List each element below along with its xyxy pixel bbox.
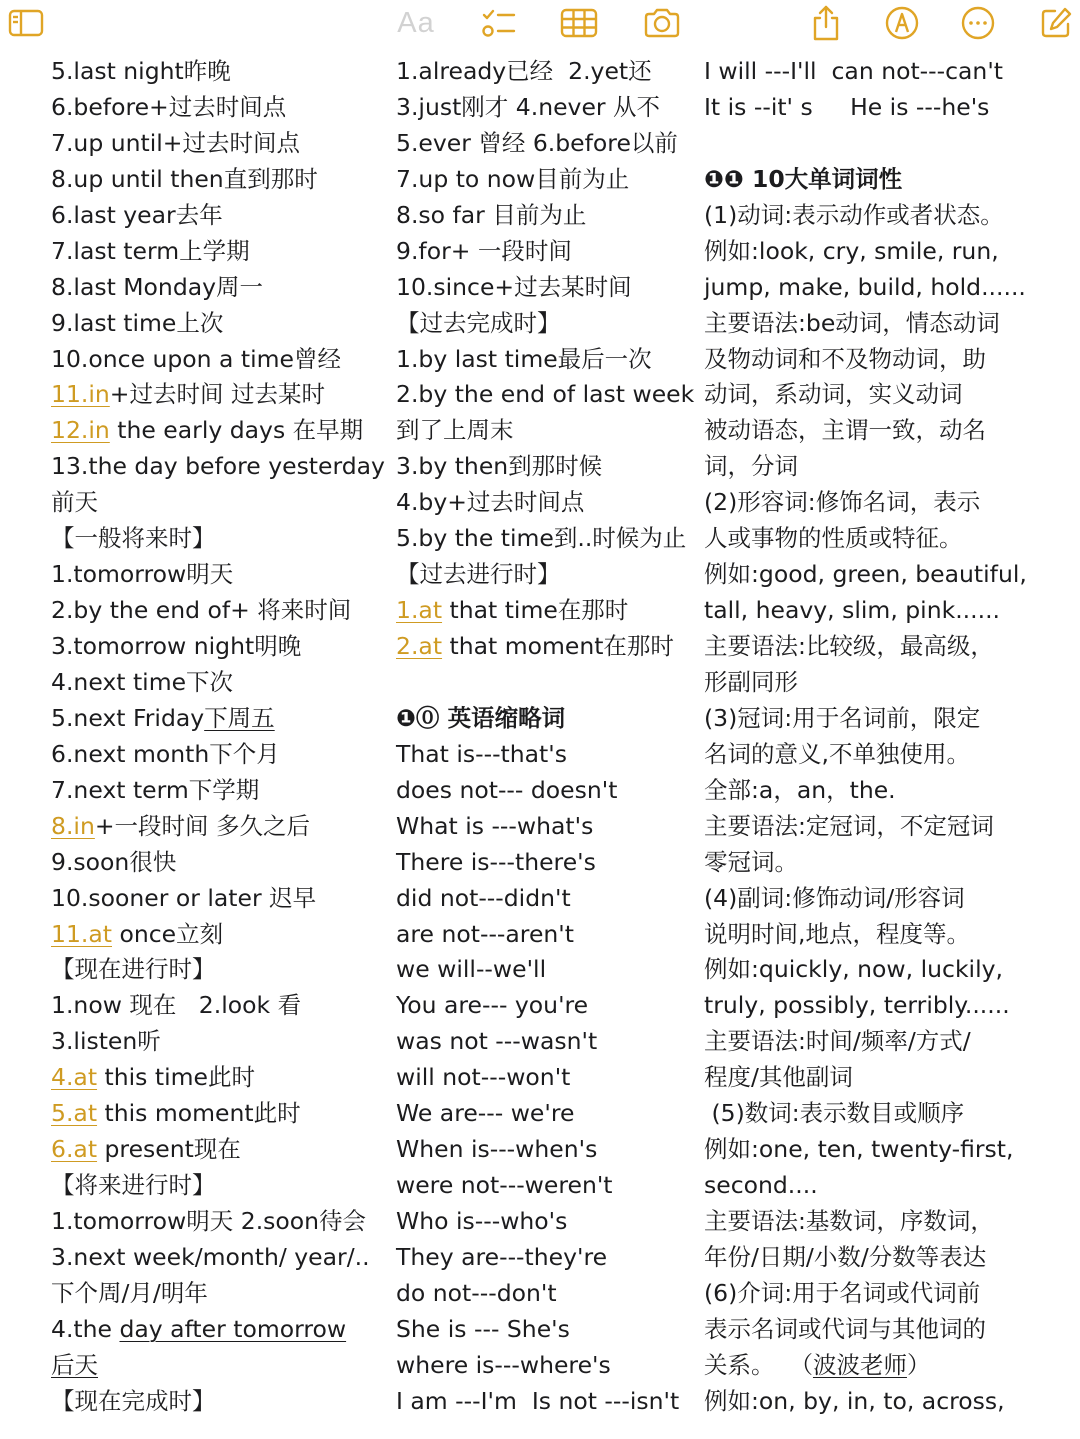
- format-icon: [394, 6, 438, 40]
- note-text: truly, possibly, terribly......: [704, 991, 1010, 1020]
- note-line: [396, 1348, 696, 1384]
- note-line: [396, 1060, 696, 1096]
- note-line: [51, 593, 386, 629]
- note-text: did not---didn't: [396, 883, 571, 912]
- note-line: [396, 377, 696, 413]
- note-text: What is ---what's: [396, 811, 594, 840]
- note-line: [396, 1276, 696, 1312]
- note-text: 3.next week/month/ year/..: [51, 1242, 370, 1271]
- note-line: [704, 198, 1074, 234]
- note-text: 【过去完成时】: [396, 308, 561, 337]
- note-line: [396, 126, 696, 162]
- link-text[interactable]: 8.in: [51, 811, 95, 840]
- note-text: 1.tomorrow明天: [51, 560, 234, 589]
- note-text: ）: [906, 1350, 931, 1379]
- share-icon[interactable]: [806, 6, 846, 40]
- camera-icon[interactable]: [640, 6, 684, 40]
- note-line: [396, 162, 696, 198]
- note-text: She is --- She's: [396, 1314, 570, 1343]
- note-line: [704, 1240, 1074, 1276]
- note-line: [704, 54, 1074, 90]
- note-text: second....: [704, 1171, 818, 1200]
- note-line: [396, 1312, 696, 1348]
- note-text: that time在那时: [442, 596, 629, 625]
- link-text[interactable]: 2.at: [396, 632, 443, 660]
- note-text: 主要语法:时间/频率/方式/: [704, 1027, 971, 1056]
- note-line: [51, 952, 386, 988]
- note-line: [396, 773, 696, 809]
- note-line: [51, 1204, 386, 1240]
- note-line: [51, 665, 386, 701]
- note-text: do not---don't: [396, 1278, 557, 1307]
- note-text: 5.last night昨晚: [51, 57, 231, 85]
- note-line: [704, 234, 1074, 270]
- note-text: 10.since+过去某时间: [396, 272, 632, 301]
- note-text: 被动语态，主谓一致，动名: [704, 416, 986, 445]
- note-line: [396, 270, 696, 306]
- note-text: 9.soon很快: [51, 847, 177, 876]
- table-icon[interactable]: [558, 6, 600, 40]
- checklist-icon[interactable]: [476, 6, 520, 40]
- note-line: [704, 126, 1074, 162]
- note-text: present现在: [97, 1135, 241, 1164]
- note-line: [51, 809, 386, 845]
- note-line: [396, 809, 696, 845]
- note-text: 动词，系动词，实义动词: [704, 380, 963, 409]
- note-line: [396, 701, 696, 737]
- note-line: [704, 413, 1074, 449]
- note-line: [51, 1132, 386, 1168]
- note-text: 程度/其他副词: [704, 1063, 853, 1092]
- note-line: [51, 234, 386, 270]
- note-line: [51, 485, 386, 521]
- note-text: You are--- you're: [396, 991, 589, 1020]
- note-line: [51, 1276, 386, 1312]
- note-line: [51, 162, 386, 198]
- sidebar-icon[interactable]: [6, 6, 46, 40]
- note-line: [704, 557, 1074, 593]
- note-line: [51, 1096, 386, 1132]
- note-text: 全部:a，an，the.: [704, 775, 896, 804]
- note-text: 3.tomorrow night明晚: [51, 632, 302, 660]
- note-text: Who is---who's: [396, 1207, 568, 1235]
- note-text: 下周五: [204, 703, 275, 732]
- note-text: When is---when's: [396, 1135, 598, 1164]
- note-line: [51, 126, 386, 162]
- note-line: [396, 198, 696, 234]
- link-text[interactable]: 11.at: [51, 919, 112, 948]
- note-line: [396, 593, 696, 629]
- link-text[interactable]: 11.in: [51, 380, 110, 409]
- note-line: [396, 306, 696, 342]
- note-line: [396, 629, 696, 665]
- note-text: I will ---I'll can not---can't: [704, 57, 1004, 85]
- note-text: (6)介词:用于名词或代词前: [704, 1278, 981, 1307]
- link-text[interactable]: 4.at: [51, 1063, 98, 1092]
- note-line: [704, 809, 1074, 845]
- note-line: [51, 449, 386, 485]
- note-line: [396, 342, 696, 378]
- note-text: 5.ever 曾经 6.before以前: [396, 128, 678, 157]
- compose-icon[interactable]: [1036, 6, 1076, 40]
- section-heading: ❶⓪ 英语缩略词: [396, 703, 566, 732]
- note-line: [51, 1348, 386, 1384]
- note-line: [704, 1060, 1074, 1096]
- note-text: 9.last time上次: [51, 308, 224, 337]
- note-line: [704, 952, 1074, 988]
- note-line: [396, 737, 696, 773]
- note-line: [396, 90, 696, 126]
- note-line: [396, 234, 696, 270]
- note-column-1[interactable]: [51, 54, 386, 1420]
- note-text: were not---weren't: [396, 1171, 613, 1200]
- note-text: 【将来进行时】: [51, 1171, 216, 1200]
- note-line: [51, 701, 386, 737]
- note-text: (2)形容词:修饰名词，表示: [704, 488, 981, 517]
- note-line: [51, 413, 386, 449]
- note-line: [51, 988, 386, 1024]
- note-text: 形副同形: [704, 667, 798, 696]
- note-text: 主要语法:基数词，序数词，: [704, 1207, 994, 1235]
- note-text: That is---that's: [396, 739, 567, 768]
- note-text: this moment此时: [97, 1099, 301, 1128]
- note-line: [396, 845, 696, 881]
- note-line: [51, 1240, 386, 1276]
- note-line: [396, 988, 696, 1024]
- note-text: (1)动词:表示动作或者状态。: [704, 200, 1004, 229]
- note-text: 1.tomorrow明天 2.soon待会: [51, 1207, 367, 1235]
- note-text: 表示名词或代词与其他词的: [704, 1314, 986, 1343]
- note-line: [51, 1384, 386, 1420]
- note-line: [396, 881, 696, 917]
- note-line: [704, 881, 1074, 917]
- note-text: we will--we'll: [396, 955, 547, 984]
- note-line: [396, 1384, 696, 1420]
- note-text: 6.before+过去时间点: [51, 92, 287, 121]
- note-line: [396, 54, 696, 90]
- note-text: 2.by the end of last week: [396, 380, 695, 409]
- note-line: [51, 1168, 386, 1204]
- note-text: 【一般将来时】: [51, 524, 216, 553]
- note-text: 9.for+ 一段时间: [396, 236, 572, 265]
- note-text: the early days 在早期: [109, 416, 364, 445]
- note-text: 例如:on, by, in, to, across,: [704, 1386, 1005, 1415]
- note-line: [704, 701, 1074, 737]
- note-text: 7.up until+过去时间点: [51, 128, 300, 157]
- note-line: [704, 485, 1074, 521]
- note-text: 8.up until then直到那时: [51, 164, 318, 193]
- note-text: 主要语法:定冠词，不定冠词: [704, 811, 994, 840]
- note-text: 说明时间,地点，程度等。: [704, 919, 970, 948]
- note-line: [51, 1024, 386, 1060]
- note-text: 主要语法:比较级，最高级，: [704, 632, 994, 660]
- note-line: [396, 1096, 696, 1132]
- note-line: [704, 629, 1074, 665]
- note-text: jump, make, build, hold......: [704, 272, 1026, 301]
- note-column-3[interactable]: [704, 54, 1074, 1420]
- note-text: 下个周/月/明年: [51, 1278, 208, 1307]
- note-line: [51, 881, 386, 917]
- note-line: [704, 90, 1074, 126]
- note-line: [51, 270, 386, 306]
- link-text[interactable]: 1.at: [396, 596, 443, 625]
- note-text: will not---won't: [396, 1063, 571, 1092]
- note-line: [704, 377, 1074, 413]
- note-line: [704, 737, 1074, 773]
- note-text: 年份/日期/小数/分数等表达: [704, 1242, 987, 1271]
- note-line: [704, 845, 1074, 881]
- note-line: [51, 377, 386, 413]
- note-text: tall, heavy, slim, pink......: [704, 596, 1001, 625]
- note-line: [51, 845, 386, 881]
- note-line: [704, 1096, 1074, 1132]
- note-text: 8.last Monday周一: [51, 272, 264, 301]
- note-line: [704, 1312, 1074, 1348]
- note-text: 1.by last time最后一次: [396, 344, 652, 373]
- note-text: this time此时: [97, 1063, 255, 1092]
- note-text: 【现在完成时】: [51, 1386, 216, 1415]
- note-line: [51, 737, 386, 773]
- note-line: [704, 1276, 1074, 1312]
- note-text: They are---they're: [396, 1242, 608, 1271]
- note-line: [396, 413, 696, 449]
- note-line: [704, 593, 1074, 629]
- note-line: [51, 1060, 386, 1096]
- note-text: 5.by the time到..时候为止: [396, 524, 687, 553]
- note-text: 【过去进行时】: [396, 560, 561, 589]
- note-text: day after tomorrow: [119, 1314, 347, 1343]
- note-text: 4.by+过去时间点: [396, 488, 585, 517]
- note-text: 8.so far 目前为止: [396, 200, 587, 229]
- note-text: 名词的意义,不单独使用。: [704, 739, 970, 768]
- note-text: 例如:look, cry, smile, run,: [704, 236, 999, 265]
- note-line: [396, 557, 696, 593]
- note-line: [51, 1312, 386, 1348]
- note-line: [51, 629, 386, 665]
- note-text: We are--- we're: [396, 1099, 575, 1128]
- note-text: 零冠词。: [704, 847, 798, 876]
- note-text: 13.the day before yesterday: [51, 452, 385, 481]
- note-text: 波波老师: [812, 1350, 907, 1379]
- note-text: 6.next month下个月: [51, 739, 280, 768]
- note-text: 3.listen听: [51, 1027, 161, 1056]
- note-line: [51, 54, 386, 90]
- note-text: does not--- doesn't: [396, 775, 618, 804]
- note-text: (4)副词:修饰动词/形容词: [704, 883, 965, 912]
- note-text: 7.up to now目前为止: [396, 164, 630, 193]
- note-text: 例如:quickly, now, luckily,: [704, 955, 1003, 984]
- section-heading: ❶❶ 10大单词词性: [704, 164, 903, 193]
- note-line: [396, 485, 696, 521]
- note-line: [396, 665, 696, 701]
- note-line: [396, 1168, 696, 1204]
- note-text: (3)冠词:用于名词前，限定: [704, 703, 981, 732]
- note-line: [396, 1204, 696, 1240]
- note-text: 1.now 现在 2.look 看: [51, 991, 302, 1020]
- note-line: [704, 1168, 1074, 1204]
- note-line: [396, 952, 696, 988]
- note-line: [704, 1204, 1074, 1240]
- note-text: was not ---wasn't: [396, 1027, 598, 1056]
- note-line: [704, 1348, 1074, 1384]
- note-line: [704, 773, 1074, 809]
- note-line: [704, 306, 1074, 342]
- note-text: I am ---I'm Is not ---isn't: [396, 1386, 680, 1415]
- note-line: [51, 521, 386, 557]
- note-text: 主要语法:be动词，情态动词: [704, 308, 1000, 337]
- note-line: [704, 1132, 1074, 1168]
- note-line: [704, 342, 1074, 378]
- note-line: [704, 665, 1074, 701]
- note-line: [51, 342, 386, 378]
- note-text: 5.next Friday: [51, 703, 205, 732]
- note-text: 3.just刚才 4.never 从不: [396, 92, 661, 121]
- note-text: 词，分词: [704, 452, 798, 481]
- link-text[interactable]: 5.at: [51, 1099, 98, 1128]
- link-text[interactable]: 12.in: [51, 416, 110, 445]
- note-line: [51, 773, 386, 809]
- note-text: 10.once upon a time曾经: [51, 344, 342, 373]
- note-line: [704, 270, 1074, 306]
- note-text: 【现在进行时】: [51, 955, 216, 984]
- note-text: where is---where's: [396, 1350, 611, 1379]
- note-text: 前天: [51, 488, 98, 517]
- note-text: 6.last year去年: [51, 200, 223, 229]
- link-text[interactable]: 6.at: [51, 1135, 98, 1164]
- note-text: 2.by the end of+ 将来时间: [51, 596, 352, 625]
- note-text: 后天: [51, 1350, 98, 1379]
- note-text: are not---aren't: [396, 919, 574, 948]
- note-text: 4.the: [51, 1314, 120, 1343]
- note-text: 人或事物的性质或特征。: [704, 524, 963, 553]
- markup-icon[interactable]: [882, 6, 922, 40]
- note-line: [396, 917, 696, 953]
- toolbar: [0, 0, 1080, 48]
- note-line: [51, 198, 386, 234]
- note-text: 10.sooner or later 迟早: [51, 883, 317, 912]
- note-line: [51, 306, 386, 342]
- note-text: 7.last term上学期: [51, 236, 250, 265]
- note-line: [396, 521, 696, 557]
- note-line: [704, 1024, 1074, 1060]
- note-line: [396, 1132, 696, 1168]
- note-column-2[interactable]: [396, 54, 696, 1420]
- more-icon[interactable]: [958, 6, 998, 40]
- note-line: [396, 449, 696, 485]
- note-line: [396, 1024, 696, 1060]
- note-line: [396, 1240, 696, 1276]
- note-text: 7.next term下学期: [51, 775, 260, 804]
- note-text: 及物动词和不及物动词，助: [704, 344, 986, 373]
- note-line: [704, 917, 1074, 953]
- note-text: that moment在那时: [442, 632, 674, 660]
- format-label: Aa: [397, 6, 435, 39]
- note-line: [704, 449, 1074, 485]
- note-text: 1.already已经 2.yet还: [396, 57, 652, 85]
- note-text: once立刻: [112, 919, 224, 948]
- note-text: 例如:one, ten, twenty-first,: [704, 1135, 1014, 1164]
- note-text: 关系。 （: [704, 1350, 813, 1379]
- note-text: There is---there's: [396, 847, 596, 876]
- note-text: 4.next time下次: [51, 667, 234, 696]
- note-line: [704, 521, 1074, 557]
- note-line: [51, 90, 386, 126]
- note-line: [704, 162, 1074, 198]
- note-text: +过去时间 过去某时: [109, 380, 325, 409]
- note-line: [704, 988, 1074, 1024]
- note-line: [704, 1384, 1074, 1420]
- note-text: 例如:good, green, beautiful,: [704, 560, 1027, 589]
- note-text: +一段时间 多久之后: [94, 811, 311, 840]
- note-text: 3.by then到那时候: [396, 452, 603, 481]
- note-text: (5)数词:表示数目或顺序: [704, 1099, 965, 1128]
- note-line: [51, 917, 386, 953]
- note-text: 到了上周末: [396, 416, 514, 445]
- note-line: [51, 557, 386, 593]
- note-text: It is --it' s He is ---he's: [704, 92, 990, 121]
